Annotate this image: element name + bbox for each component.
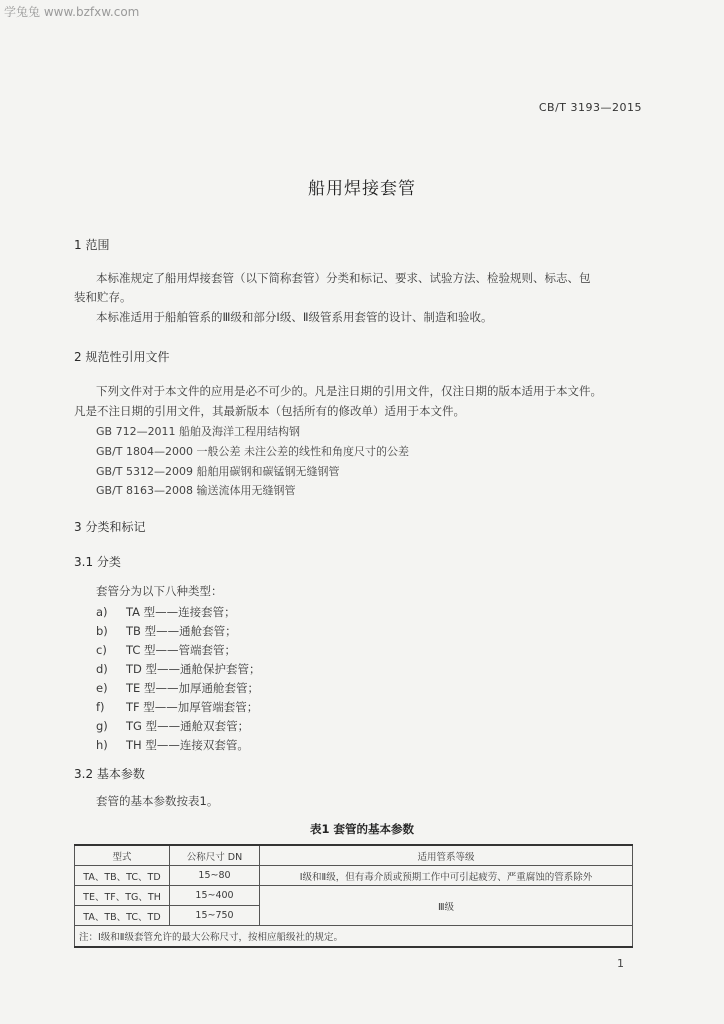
reference-item: GB/T 1804—2000 一般公差 未注公差的线性和角度尺寸的公差 xyxy=(96,445,409,458)
table-cell: Ⅰ级和Ⅱ级，但有毒介质或预期工作中可引起疲劳、严重腐蚀的管系除外 xyxy=(260,866,633,886)
reference-item: GB/T 5312—2009 船舶用碳钢和碳锰钢无缝钢管 xyxy=(96,465,340,478)
list-item-key: d) xyxy=(96,662,108,676)
table-cell: 15~400 xyxy=(170,886,260,906)
list-item-key: g) xyxy=(96,719,108,733)
table-header-cell: 型式 xyxy=(75,845,170,866)
section-3-1-intro: 套管分为以下八种类型： xyxy=(96,584,223,598)
section-1-paragraph-1-cont: 装和贮存。 xyxy=(74,290,132,304)
table-header-row xyxy=(75,845,633,866)
list-item xyxy=(96,699,258,715)
list-item-key: f) xyxy=(96,700,105,714)
section-2-paragraph-cont: 凡是不注日期的引用文件，其最新版本（包括所有的修改单）适用于本文件。 xyxy=(74,404,465,418)
list-item-key: b) xyxy=(96,624,108,638)
table-header-cell: 公称尺寸 DN xyxy=(170,845,260,866)
table-row xyxy=(75,886,633,906)
list-item-key: h) xyxy=(96,738,108,752)
table-cell: Ⅲ级 xyxy=(260,886,633,926)
table-cell: 15~750 xyxy=(170,906,260,926)
watermark: 学兔兔 www.bzfxw.com xyxy=(4,5,140,19)
list-item-text: TE 型——加厚通舱套管； xyxy=(126,681,259,695)
table-note-row xyxy=(75,926,633,948)
standard-code: CB/T 3193—2015 xyxy=(538,101,642,114)
list-item-text: TA 型——连接套管； xyxy=(126,605,236,619)
page-number: 1 xyxy=(617,957,624,970)
table-note: 注：Ⅰ级和Ⅱ级套管允许的最大公称尺寸，按相应船级社的规定。 xyxy=(75,926,633,948)
table-row xyxy=(75,866,633,886)
list-item xyxy=(96,680,259,696)
section-2-paragraph: 下列文件对于本文件的应用是必不可少的。凡是注日期的引用文件，仅注日期的版本适用于本文件。 xyxy=(96,384,602,398)
list-item xyxy=(96,737,249,753)
list-item-text: TD 型——通舱保护套管； xyxy=(126,662,261,676)
section-3-heading: 3 分类和标记 xyxy=(74,520,146,534)
list-item-key: c) xyxy=(96,643,107,657)
section-1-paragraph-1: 本标准规定了船用焊接套管（以下简称套管）分类和标记、要求、试验方法、检验规则、标志、包 xyxy=(96,271,591,285)
table-caption: 表1 套管的基本参数 xyxy=(309,822,414,836)
table-cell: TA、TB、TC、TD xyxy=(75,866,170,886)
list-item-key: a) xyxy=(96,605,108,619)
section-3-2-heading: 3.2 基本参数 xyxy=(74,767,145,781)
section-3-2-paragraph: 套管的基本参数按表1。 xyxy=(96,794,219,808)
reference-item: GB 712—2011 船舶及海洋工程用结构钢 xyxy=(96,425,301,438)
table-cell: TE、TF、TG、TH xyxy=(75,886,170,906)
section-2-heading: 2 规范性引用文件 xyxy=(74,350,170,364)
list-item-key: e) xyxy=(96,681,108,695)
list-item-text: TH 型——连接双套管。 xyxy=(126,738,249,752)
table-header-cell: 适用管系等级 xyxy=(260,845,633,866)
table-cell: TA、TB、TC、TD xyxy=(75,906,170,926)
page-title: 船用焊接套管 xyxy=(308,179,416,199)
list-item xyxy=(96,661,261,677)
list-item-text: TF 型——加厚管端套管； xyxy=(126,700,259,714)
list-item-text: TB 型——通舱套管； xyxy=(126,624,237,638)
table-cell: 15~80 xyxy=(170,866,260,886)
basic-parameters-table xyxy=(74,844,633,948)
list-item xyxy=(96,642,236,658)
reference-item: GB/T 8163—2008 输送流体用无缝钢管 xyxy=(96,484,296,497)
section-1-heading: 1 范围 xyxy=(74,238,110,252)
section-1-paragraph-2: 本标准适用于船舶管系的Ⅲ级和部分Ⅰ级、Ⅱ级管系用套管的设计、制造和验收。 xyxy=(96,310,493,324)
list-item-text: TG 型——通舱双套管； xyxy=(126,719,250,733)
list-item xyxy=(96,604,236,620)
section-3-1-heading: 3.1 分类 xyxy=(74,555,121,569)
list-item-text: TC 型——管端套管； xyxy=(126,643,237,657)
list-item xyxy=(96,623,237,639)
list-item xyxy=(96,718,249,734)
